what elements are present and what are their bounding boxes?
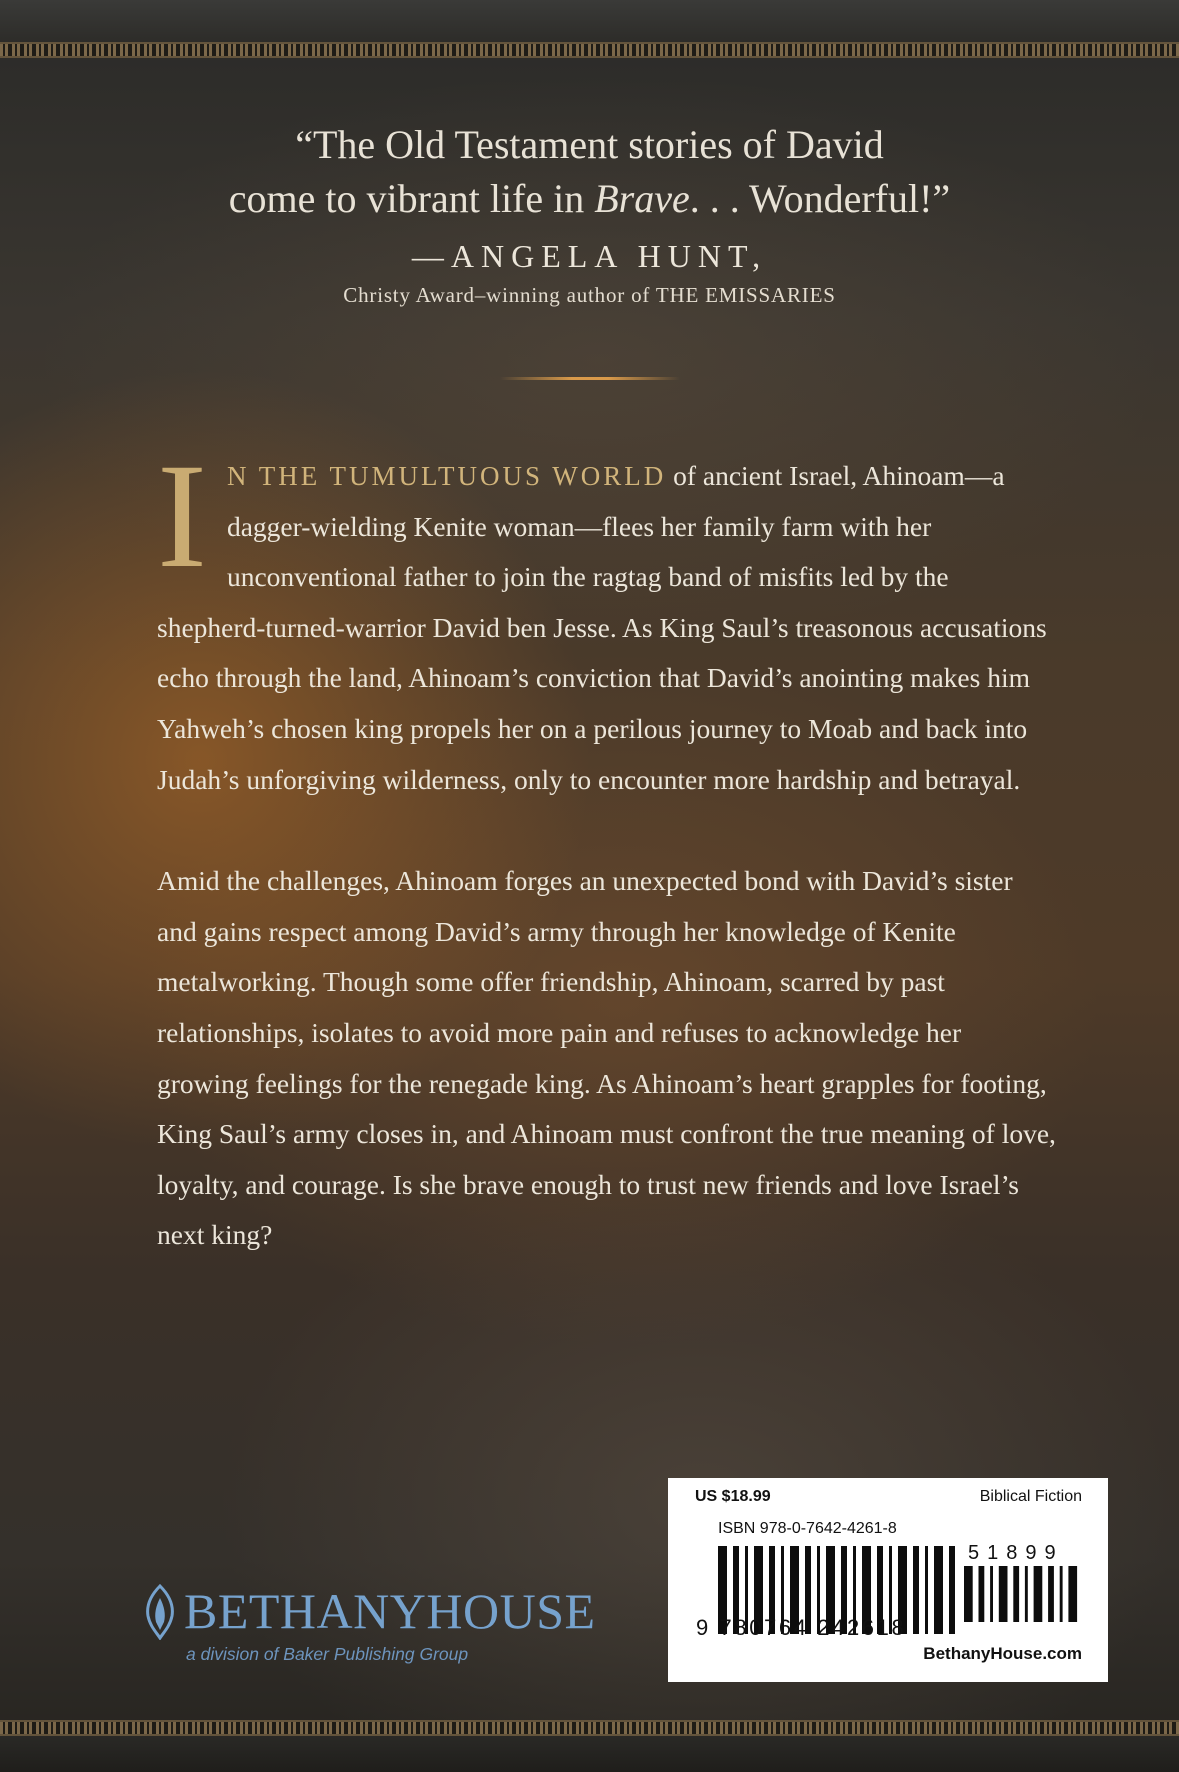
quote-line-2 [0,172,1179,226]
price-addon-barcode [964,1566,1080,1622]
book-description [157,433,1057,1261]
barcode-bar [1034,1566,1043,1622]
quote-line-2-end: . . . Wonderful!” [689,176,951,221]
barcode-bar [1048,1566,1054,1622]
barcode-bar [1060,1566,1063,1622]
quote-author-credit: Christy Award–winning author of THE EMISSARIES [343,283,836,307]
publisher-website: BethanyHouse.com [923,1644,1082,1663]
ornamental-divider [500,377,680,380]
description-paragraph-2: Amid the challenges, Ahinoam forges an unexpected bond with David’s sister and gains respect among David’s army through her knowledge of Kenite metalworking. Though some offer friendship, Ahinoam, scarred by past relationships, isolates to avoid more pain and refuses to acknowledge her growing feelings for the renegade king. As Ahinoam’s heart grapples for footing, King Saul’s army closes in, and Ahinoam must confront the true meaning of love, loyalty, and courage. Is she brave enough to trust new friends and love Israel’s next king? [157,865,1056,1251]
barcode-bar [949,1546,955,1634]
genre: Biblical Fiction [979,1488,1082,1505]
barcode-bar [1025,1566,1028,1622]
lead-in-text: N THE TUMULTUOUS WORLD [226,461,667,491]
bottom-decorative-border [0,1720,1179,1736]
paragraph-1-text: of ancient Israel, Ahinoam—a dagger-wielding Kenite woman—flees her family farm with her unconventional father to join the ragtag band of misfits led by the shepherd-turned-warrior David ben Jesse. As King Saul’s treasonous accusations echo through the land, Ahinoam’s conviction that David’s anointing makes him Yahweh’s chosen king propels her on a perilous journey to Moab and back into Judah’s unforgiving wilderness, only to encounter more hardship and betrayal. [157,460,1047,795]
price-addon-number: 51899 [968,1542,1064,1564]
lamp-icon [142,1584,178,1640]
barcode-bar [990,1566,993,1622]
endorsement-quote [0,118,1179,226]
quote-book-title: Brave [594,176,690,221]
quote-line-1: “The Old Testament stories of David [295,122,884,167]
publisher-tagline: a division of Baker Publishing Group [186,1644,469,1664]
barcode-bar [934,1546,943,1634]
bottom-edge [0,1736,1179,1772]
barcode-bar [999,1566,1008,1622]
quote-line-2-start: come to vibrant life in [228,176,595,221]
barcode-bar [925,1546,928,1634]
publisher-name: BETHANYHOUSE [184,1583,596,1639]
drop-cap: I [157,433,207,599]
barcode-digits: 9 780764 242618 [696,1615,907,1640]
price: US $18.99 [695,1488,771,1505]
barcode-label [668,1478,1108,1682]
description-paragraph-1 [157,433,1057,805]
quote-author: —ANGELA HUNT, [411,238,768,274]
barcode-bar [964,1566,973,1622]
top-edge [0,0,1179,42]
barcode-bar [979,1566,985,1622]
barcode-bar [1068,1566,1077,1622]
barcode-bar [913,1546,919,1634]
top-decorative-border [0,42,1179,58]
isbn: ISBN 978-0-7642-4261-8 [718,1520,897,1537]
barcode-bar [1013,1566,1019,1622]
